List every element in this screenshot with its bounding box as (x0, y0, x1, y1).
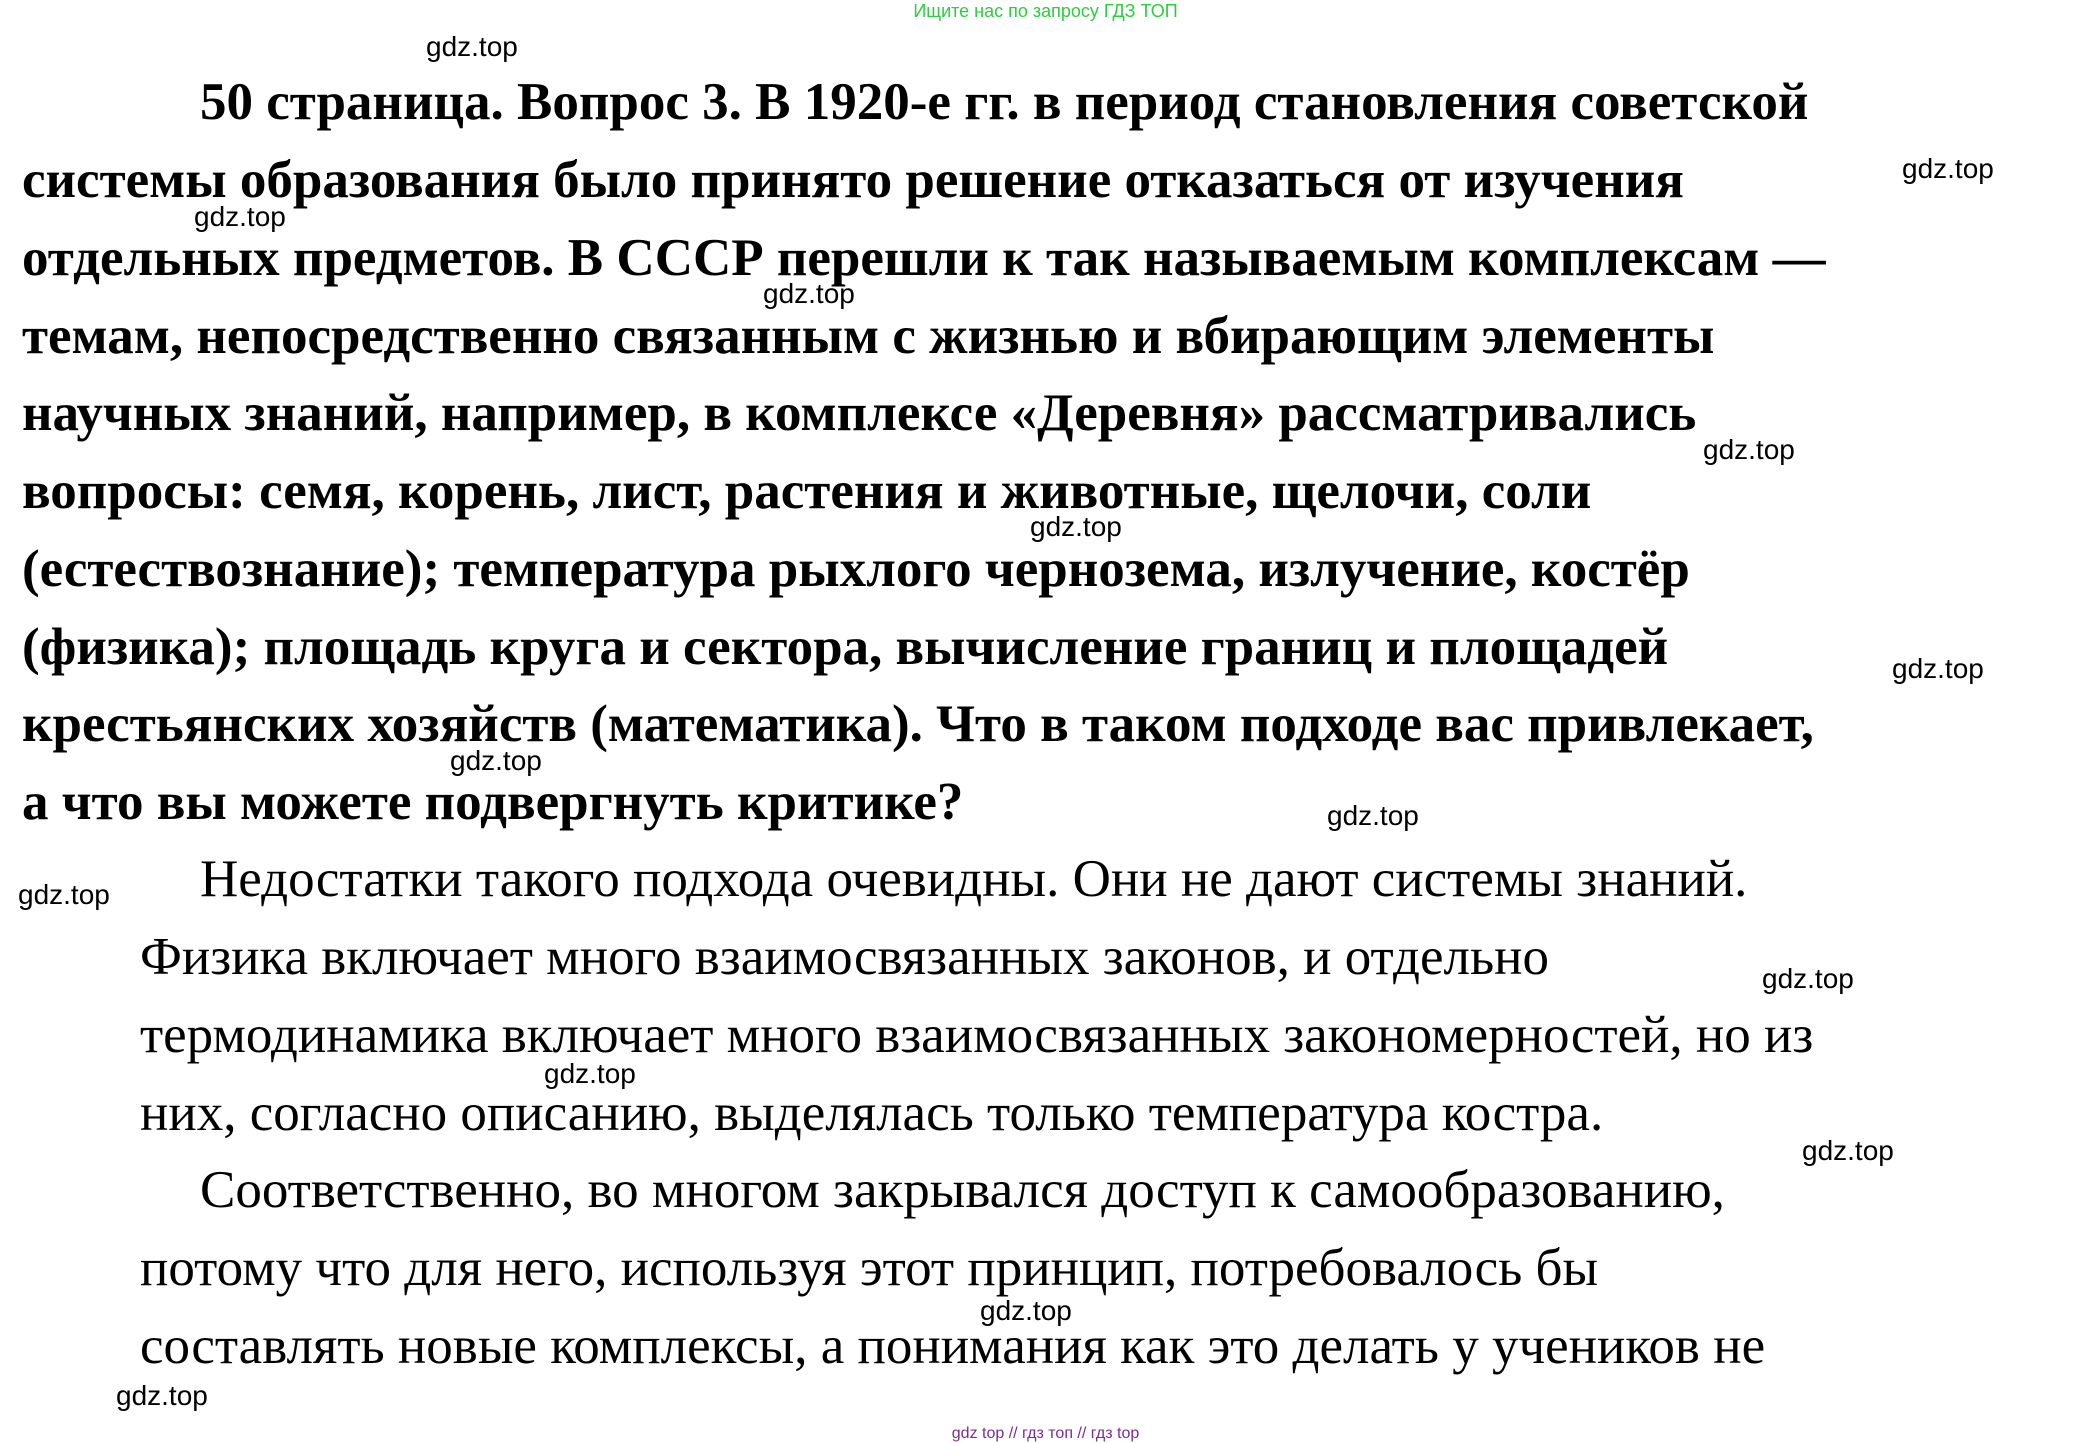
answer-line: Соответственно, во многом закрывался доступ к самообразованию, (200, 1161, 1725, 1219)
watermark-label: gdz.top (763, 278, 855, 309)
watermark-label: gdz.top (1892, 653, 1984, 684)
question-line: научных знаний, например, в комплексе «Деревня» рассматривались (22, 384, 1697, 442)
watermark-label: gdz.top (980, 1295, 1072, 1326)
watermark-label: gdz.top (18, 879, 110, 910)
question-line: темам, непосредственно связанным с жизнью и вбирающим элементы (22, 307, 1715, 365)
question-line: системы образования было принято решение отказаться от изучения (22, 151, 1684, 209)
footer-links: gdz top // гдз топ // гдз top (951, 1425, 1140, 1442)
watermark-label: gdz.top (1802, 1135, 1894, 1166)
question-line: крестьянских хозяйств (математика). Что в таком подходе вас привлекает, (22, 695, 1814, 753)
watermark-label: gdz.top (544, 1058, 636, 1089)
question-line: (естествознание); температура рыхлого чернозема, излучение, костёр (22, 540, 1690, 598)
answer-line: них, согласно описанию, выделялась только температура костра. (140, 1084, 1604, 1142)
answer-line: термодинамика включает много взаимосвязанных закономерностей, но из (140, 1006, 1814, 1064)
answer-line: составлять новые комплексы, а понимания как это делать у учеников не (140, 1317, 1766, 1375)
watermark-label: gdz.top (1703, 434, 1795, 465)
watermark-label: gdz.top (1030, 511, 1122, 542)
watermark-label: gdz.top (1902, 153, 1994, 184)
watermark-label: gdz.top (426, 31, 518, 62)
watermark-label: gdz.top (1762, 963, 1854, 994)
watermark-label: gdz.top (194, 201, 286, 232)
question-line: 50 страница. Вопрос 3. В 1920-е гг. в период становления советской (200, 73, 1809, 131)
question-line: (физика); площадь круга и сектора, вычисление границ и площадей (22, 618, 1669, 676)
question-line: отдельных предметов. В СССР перешли к так называемым комплексам — (22, 229, 1826, 287)
answer-line: потому что для него, используя этот принцип, потребовалось бы (140, 1239, 1599, 1297)
top-banner: Ищите нас по запросу ГДЗ ТОП (913, 1, 1178, 21)
answer-line: Физика включает много взаимосвязанных законов, и отдельно (140, 928, 1549, 986)
question-line: вопросы: семя, корень, лист, растения и животные, щелочи, соли (22, 462, 1592, 520)
question-line: а что вы можете подвергнуть критике? (22, 773, 964, 831)
watermark-label: gdz.top (1327, 800, 1419, 831)
watermark-label: gdz.top (116, 1380, 208, 1411)
answer-line: Недостатки такого подхода очевидны. Они не дают системы знаний. (200, 850, 1748, 908)
watermark-label: gdz.top (450, 745, 542, 776)
